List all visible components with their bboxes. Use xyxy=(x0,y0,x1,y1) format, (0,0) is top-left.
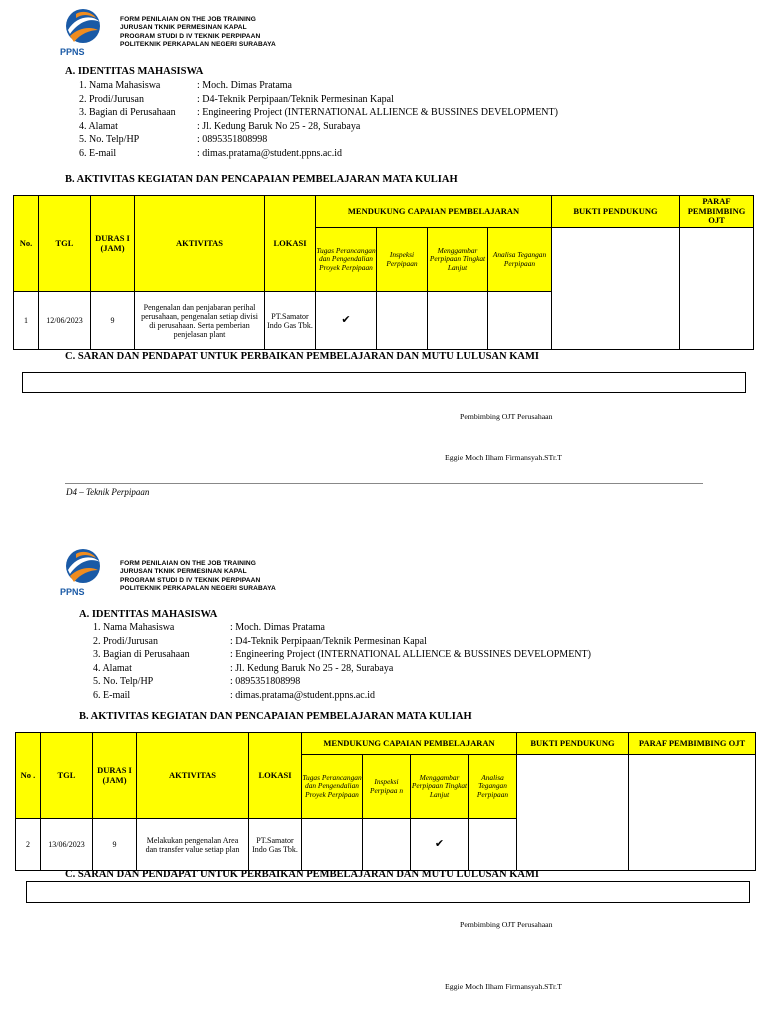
identity-value-6: : dimas.pratama@student.ppns.ac.id xyxy=(197,147,343,159)
identity-value-2: : D4-Teknik Perpipaan/Teknik Permesinan Kapal xyxy=(230,635,427,647)
bukti-cell xyxy=(552,228,680,350)
check-tugas-perancangan: ✔ xyxy=(316,292,377,350)
col-header-tgl: TGL xyxy=(39,196,91,292)
identity-value-3: : Engineering Project (INTERNATIONAL ALLIENCE & BUSSINES DEVELOPMENT) xyxy=(197,107,558,118)
row-tgl: 12/06/2023 xyxy=(39,292,91,350)
row-durasi: 9 xyxy=(91,292,135,350)
subheader-menggambar: Menggambar Perpipaan Tingkat Lanjut xyxy=(411,755,469,819)
header-line-4: POLITEKNIK PERKAPALAN NEGERI SURABAYA xyxy=(120,41,276,49)
identity-label-1: 1. Nama Mahasiswa xyxy=(93,622,175,633)
check-menggambar xyxy=(428,292,488,350)
identity-label-6: 6. E-mail xyxy=(79,147,117,159)
identity-value-2: : D4-Teknik Perpipaan/Teknik Permesinan Kapal xyxy=(197,93,394,105)
signature-role: Pembimbing OJT Perusahaan xyxy=(460,920,553,929)
ppns-logo xyxy=(58,6,108,58)
header-line-2: JURUSAN TKNIK PERMESINAN KAPAL xyxy=(120,24,247,32)
col-header-aktivitas: AKTIVITAS xyxy=(135,196,265,292)
header-line-1: FORM PENILAIAN ON THE JOB TRAINING xyxy=(120,16,257,23)
check-inspeksi xyxy=(377,292,428,350)
identity-value-3: : Engineering Project (INTERNATIONAL ALLIENCE & BUSSINES DEVELOPMENT) xyxy=(230,649,591,660)
col-header-no: No. xyxy=(14,196,39,292)
signature-name: Eggie Moch Ilham Firmansyah.STr.T xyxy=(445,453,562,462)
identity-value-4: : Jl. Kedung Baruk No 25 - 28, Surabaya xyxy=(197,120,361,132)
section-b-title: B. AKTIVITAS KEGIATAN DAN PENCAPAIAN PEMBELAJARAN MATA KULIAH xyxy=(79,711,472,722)
form-header xyxy=(120,560,276,594)
identity-label-6: 6. E-mail xyxy=(93,689,131,701)
identity-label-2: 2. Prodi/Jurusan xyxy=(79,93,144,105)
row-tgl: 13/06/2023 xyxy=(41,819,93,871)
col-header-aktivitas: AKTIVITAS xyxy=(137,733,249,819)
check-tugas-perancangan xyxy=(302,819,363,871)
section-a-title: A. IDENTITAS MAHASISWA xyxy=(79,609,218,620)
identity-label-4: 4. Alamat xyxy=(93,662,132,674)
logo-text: PPNS xyxy=(60,47,85,57)
subheader-tugas-perancangan: Tugas Perancangan dan Pengendalian Proyek Perpipaan xyxy=(316,228,377,292)
saran-box xyxy=(26,881,750,903)
identity-label-1: 1. Nama Mahasiswa xyxy=(79,80,161,91)
row-durasi: 9 xyxy=(93,819,137,871)
form-page-2 xyxy=(0,540,768,1024)
header-line-4: POLITEKNIK PERKAPALAN NEGERI SURABAYA xyxy=(120,585,276,593)
identity-label-5: 5. No. Telp/HP xyxy=(79,134,140,145)
identity-value-5: : 0895351808998 xyxy=(197,134,268,145)
section-c-title: C. SARAN DAN PENDAPAT UNTUK PERBAIKAN PEMBELAJARAN DAN MUTU LULUSAN KAMI xyxy=(65,351,539,362)
identity-value-5: : 0895351808998 xyxy=(230,676,301,687)
col-header-tgl: TGL xyxy=(41,733,93,819)
subheader-inspeksi: Inspeksi Perpipaa n xyxy=(363,755,411,819)
subheader-tugas-perancangan: Tugas Perancangan dan Pengendalian Proyek Perpipaan xyxy=(302,755,363,819)
paraf-cell xyxy=(629,755,756,871)
activity-table xyxy=(13,195,754,350)
col-header-no: No . xyxy=(16,733,41,819)
logo-text: PPNS xyxy=(60,587,85,597)
identity-value-1: : Moch. Dimas Pratama xyxy=(197,80,292,91)
row-no: 1 xyxy=(14,292,39,350)
footer-divider xyxy=(65,483,703,484)
activity-table xyxy=(15,732,756,871)
subheader-menggambar: Menggambar Perpipaan Tingkat Lanjut xyxy=(428,228,488,292)
col-header-lokasi: LOKASI xyxy=(265,196,316,292)
identity-label-2: 2. Prodi/Jurusan xyxy=(93,635,158,647)
header-line-3: PROGRAM STUDI D IV TEKNIK PERPIPAAN xyxy=(120,576,261,584)
col-header-lokasi: LOKASI xyxy=(249,733,302,819)
saran-box xyxy=(22,372,746,393)
header-line-2: JURUSAN TKNIK PERMESINAN KAPAL xyxy=(120,568,247,576)
row-aktivitas: Melakukan pengenalan Area dan transfer value setiap plan xyxy=(137,819,249,871)
paraf-cell xyxy=(680,228,754,350)
bukti-cell xyxy=(517,755,629,871)
col-header-paraf: PARAF PEMBIMBING OJT xyxy=(629,733,756,755)
identity-value-6: : dimas.pratama@student.ppns.ac.id xyxy=(230,689,376,701)
header-line-1: FORM PENILAIAN ON THE JOB TRAINING xyxy=(120,560,257,567)
check-menggambar: ✔ xyxy=(411,819,469,871)
subheader-inspeksi: Inspeksi Perpipaan xyxy=(377,228,428,292)
row-lokasi: PT.Samator Indo Gas Tbk. xyxy=(249,819,302,871)
col-header-paraf: PARAF PEMBIMBING OJT xyxy=(680,196,754,228)
identity-value-1: : Moch. Dimas Pratama xyxy=(230,622,325,633)
section-a-title: A. IDENTITAS MAHASISWA xyxy=(65,66,204,77)
subheader-analisa: Analisa Tegangan Perpipaan xyxy=(469,755,517,819)
col-header-durasi: DURAS I (JAM) xyxy=(93,733,137,819)
ppns-logo xyxy=(58,546,108,598)
col-header-durasi: DURAS I (JAM) xyxy=(91,196,135,292)
section-b-title: B. AKTIVITAS KEGIATAN DAN PENCAPAIAN PEMBELAJARAN MATA KULIAH xyxy=(65,174,458,185)
row-lokasi: PT.Samator Indo Gas Tbk. xyxy=(265,292,316,350)
col-header-mendukung: MENDUKUNG CAPAIAN PEMBELAJARAN xyxy=(302,733,517,755)
signature-name: Eggie Moch Ilham Firmansyah.STr.T xyxy=(445,982,562,991)
check-analisa xyxy=(488,292,552,350)
identity-label-4: 4. Alamat xyxy=(79,120,118,132)
identity-label-3: 3. Bagian di Perusahaan xyxy=(93,649,190,660)
col-header-bukti: BUKTI PENDUKUNG xyxy=(517,733,629,755)
check-inspeksi xyxy=(363,819,411,871)
form-header xyxy=(120,16,276,50)
identity-label-5: 5. No. Telp/HP xyxy=(93,676,154,687)
row-aktivitas: Pengenalan dan penjabaran perihal perusahaan, pengenalan setiap divisi di perusahaan. Serta pemberian penjelasan plant xyxy=(135,292,265,350)
row-no: 2 xyxy=(16,819,41,871)
signature-role: Pembimbing OJT Perusahaan xyxy=(460,412,553,421)
identity-value-4: : Jl. Kedung Baruk No 25 - 28, Surabaya xyxy=(230,662,394,674)
col-header-bukti: BUKTI PENDUKUNG xyxy=(552,196,680,228)
footer-text: D4 – Teknik Perpipaan xyxy=(66,487,150,497)
subheader-analisa: Analisa Tegangan Perpipaan xyxy=(488,228,552,292)
identity-label-3: 3. Bagian di Perusahaan xyxy=(79,107,176,118)
col-header-mendukung: MENDUKUNG CAPAIAN PEMBELAJARAN xyxy=(316,196,552,228)
section-c-title: C. SARAN DAN PENDAPAT UNTUK PERBAIKAN PEMBELAJARAN DAN MUTU LULUSAN KAMI xyxy=(65,869,539,880)
check-analisa xyxy=(469,819,517,871)
header-line-3: PROGRAM STUDI D IV TEKNIK PERPIPAAN xyxy=(120,32,261,40)
